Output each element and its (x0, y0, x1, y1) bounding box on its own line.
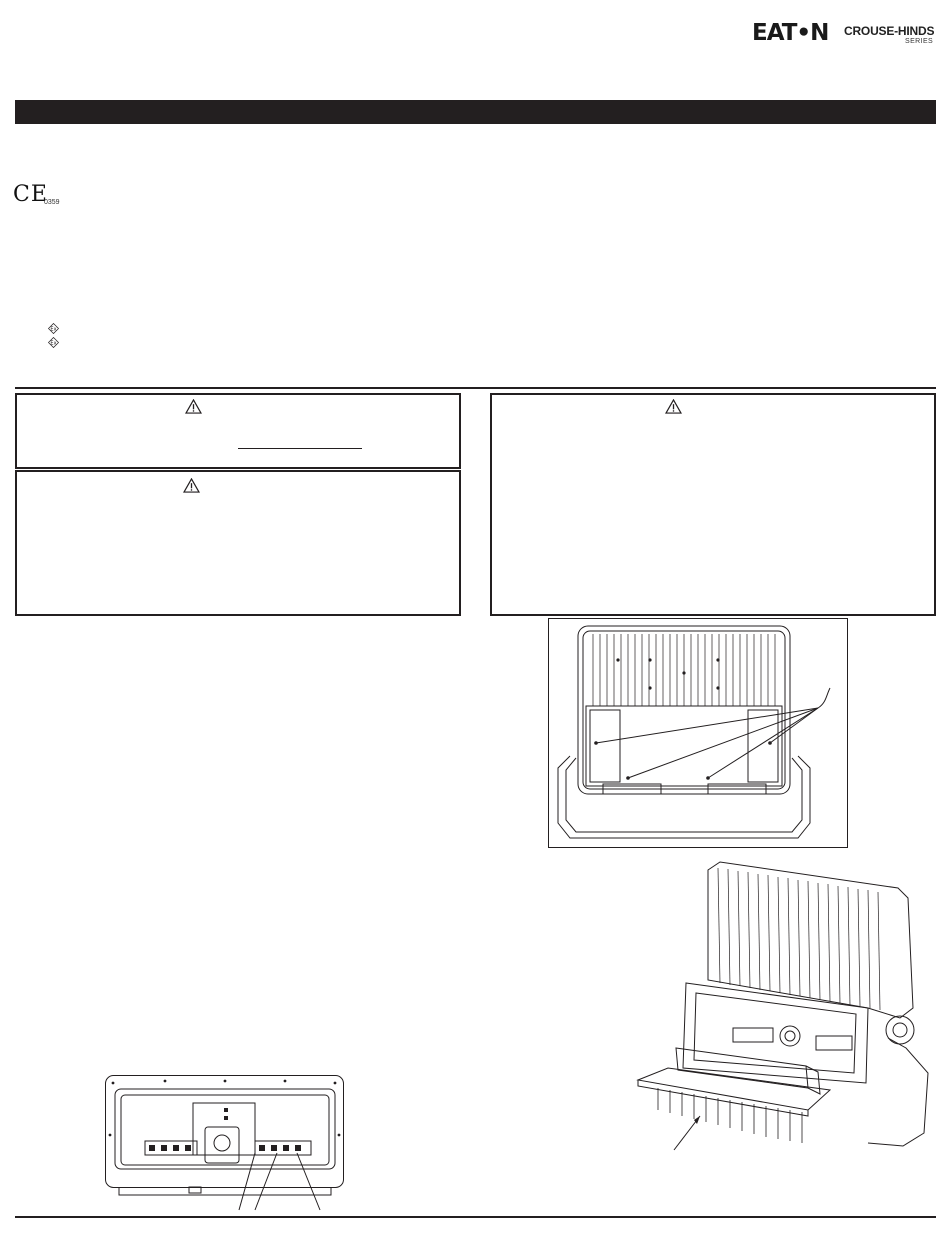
warning-triangle-icon (185, 399, 202, 414)
section-divider (15, 387, 936, 389)
warning-box-right (490, 393, 936, 616)
title-bar (15, 100, 936, 124)
eaton-logo (752, 20, 935, 46)
logo-brand-name: CROUSE-HINDS (844, 24, 935, 38)
ce-mark-icon: CE (13, 182, 48, 207)
floodlight-open-housing-figure (638, 858, 930, 1152)
logo-brand-sub: SERIES (905, 38, 934, 45)
ex-atex-icon (48, 337, 59, 348)
warning-box-left-bottom (15, 470, 461, 616)
footer-divider (15, 1216, 936, 1218)
svg-text:Ex: Ex (50, 326, 57, 333)
floodlight-rear-view-figure (548, 618, 848, 848)
warning-triangle-icon (183, 478, 200, 493)
enclosure-terminal-figure (105, 1075, 345, 1215)
logo-brand-mark: EAT•N (752, 20, 829, 46)
ex-atex-icon (48, 323, 59, 334)
svg-text:Ex: Ex (50, 340, 57, 347)
ce-notified-body-number: 0359 (44, 199, 60, 206)
hyperlink-underline[interactable] (238, 448, 362, 449)
warning-box-left-top (15, 393, 461, 469)
warning-triangle-icon (665, 399, 682, 414)
